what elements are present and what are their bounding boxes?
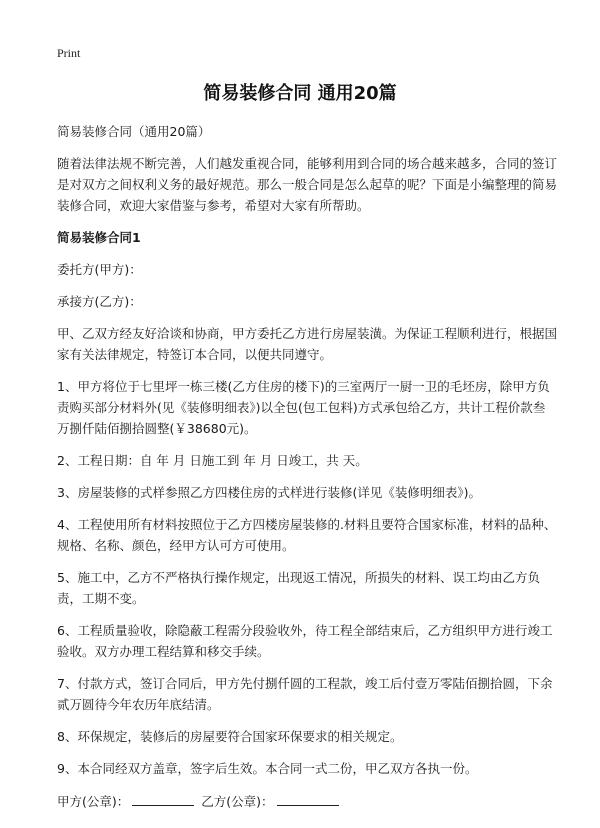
clause-9: 9、本合同经双方盖章，签字后生效。本合同一式二份，甲乙双方各执一份。 <box>57 761 478 776</box>
signature-line <box>57 790 557 812</box>
section-heading: 简易装修合同1 <box>57 230 141 245</box>
print-label: Print <box>57 46 81 60</box>
document-title: 简易装修合同 通用20篇 <box>203 83 397 104</box>
party-a-seal-label: 甲方(公章)： <box>57 794 130 809</box>
clause-3: 3、房屋装修的式样参照乙方四楼住房的式样进行装修(详见《装修明细表》)。 <box>57 485 481 500</box>
document-subtitle: 简易装修合同（通用20篇） <box>57 124 211 139</box>
preamble-paragraph: 甲、乙双方经友好洽谈和协商，甲方委托乙方进行房屋装潢。为保证工程顺利进行，根据国家有关法律规定，特签订本合同，以便共同遵守。 <box>57 326 558 362</box>
clause-7: 7、付款方式，签订合同后，甲方先付捌仟圆的工程款，竣工后付壹万零陆佰捌拾圆，下余贰万圆待今年农历年底结清。 <box>57 676 553 712</box>
clause-4: 4、工程使用所有材料按照位于乙方四楼房屋装修的.材料且要符合国家标准，材料的品种、规格、名称、颜色，经甲方认可方可使用。 <box>57 517 557 553</box>
intro-paragraph: 随着法律法规不断完善，人们越发重视合同，能够利用到合同的场合越来越多，合同的签订是对双方之间权利义务的最好规范。那么一般合同是怎么起草的呢？下面是小编整理的简易装修合同，欢迎大家借鉴与参考，希望对大家有所帮助。 <box>57 156 558 213</box>
clause-5: 5、施工中，乙方不严格执行操作规定，出现返工情况，所损失的材料、误工均由乙方负责，工期不变。 <box>57 570 540 606</box>
contractor-line: 承接方(乙方)： <box>57 294 142 309</box>
party-b-blank <box>277 790 339 806</box>
clause-2: 2、工程日期：自 年 月 日施工到 年 月 日竣工，共 天。 <box>57 453 368 468</box>
clause-6: 6、工程质量验收，除隐蔽工程需分段验收外，待工程全部结束后，乙方组织甲方进行竣工验收。双方办理工程结算和移交手续。 <box>57 623 553 659</box>
client-line: 委托方(甲方)： <box>57 262 142 277</box>
party-a-blank <box>132 790 194 806</box>
clause-8: 8、环保规定，装修后的房屋要符合国家环保要求的相关规定。 <box>57 729 403 744</box>
document-body <box>57 121 557 823</box>
party-b-seal-label: 乙方(公章)： <box>201 794 274 809</box>
clause-1: 1、甲方将位于七里坪一栋三楼(乙方住房的楼下)的三室两厅一厨一卫的毛坯房，除甲方负责购买部分材料外(见《装修明细表》)以全包(包工包料)方式承包给乙方，共计工程价款叁万捌仟陆佰捌拾圆整(￥38680元)。 <box>57 379 550 436</box>
